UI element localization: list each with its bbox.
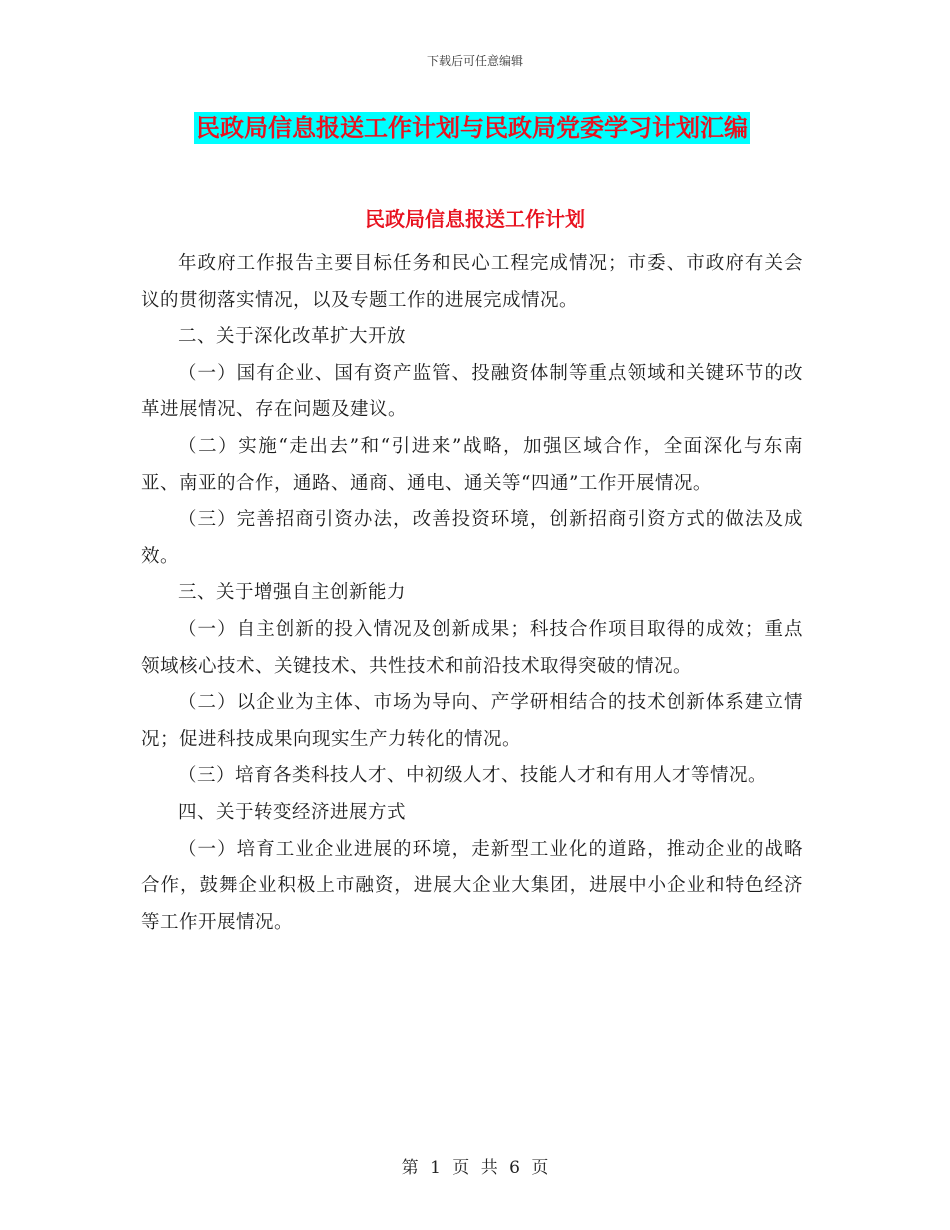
paragraph-4: （二）实施“走出去”和“引进来”战略，加强区域合作，全面深化与东南亚、南亚的合作，通路、通商、通电、通关等“四通”工作开展情况。 bbox=[141, 435, 803, 494]
header-note: 下载后可任意编辑 bbox=[426, 54, 523, 68]
paragraph-10: 四、关于转变经济进展方式 bbox=[178, 801, 407, 823]
section-title: 民政局信息报送工作计划 bbox=[365, 207, 585, 231]
paragraph-7: （一）自主创新的投入情况及创新成果；科技合作项目取得的成效；重点领域核心技术、关键技术、共性技术和前沿技术取得突破的情况。 bbox=[141, 618, 803, 677]
paragraph-2: 二、关于深化改革扩大开放 bbox=[178, 326, 407, 348]
page-footer: 第 1 页 共 6 页 bbox=[401, 1158, 549, 1178]
paragraph-11: （一）培育工业企业进展的环境，走新型工业化的道路，推动企业的战略合作，鼓舞企业积极上市融资，进展大企业大集团，进展中小企业和特色经济等工作开展情况。 bbox=[141, 838, 803, 933]
paragraph-9: （三）培育各类科技人才、中初级人才、技能人才和有用人才等情况。 bbox=[178, 765, 768, 787]
paragraph-1: 年政府工作报告主要目标任务和民心工程完成情况；市委、市政府有关会议的贯彻落实情况，以及专题工作的进展完成情况。 bbox=[141, 253, 803, 311]
main-title: 民政局信息报送工作计划与民政局党委学习计划汇编 bbox=[196, 114, 748, 142]
document-body bbox=[141, 246, 803, 941]
paragraph-5: （三）完善招商引资办法，改善投资环境，创新招商引资方式的做法及成效。 bbox=[141, 509, 803, 567]
paragraph-8: （二）以企业为主体、市场为导向、产学研相结合的技术创新体系建立情况；促进科技成果向现实生产力转化的情况。 bbox=[141, 692, 803, 750]
paragraph-3: （一）国有企业、国有资产监管、投融资体制等重点领域和关键环节的改革进展情况、存在问题及建议。 bbox=[141, 362, 803, 421]
main-title-container bbox=[194, 112, 750, 144]
paragraph-6: 三、关于增强自主创新能力 bbox=[178, 582, 407, 604]
